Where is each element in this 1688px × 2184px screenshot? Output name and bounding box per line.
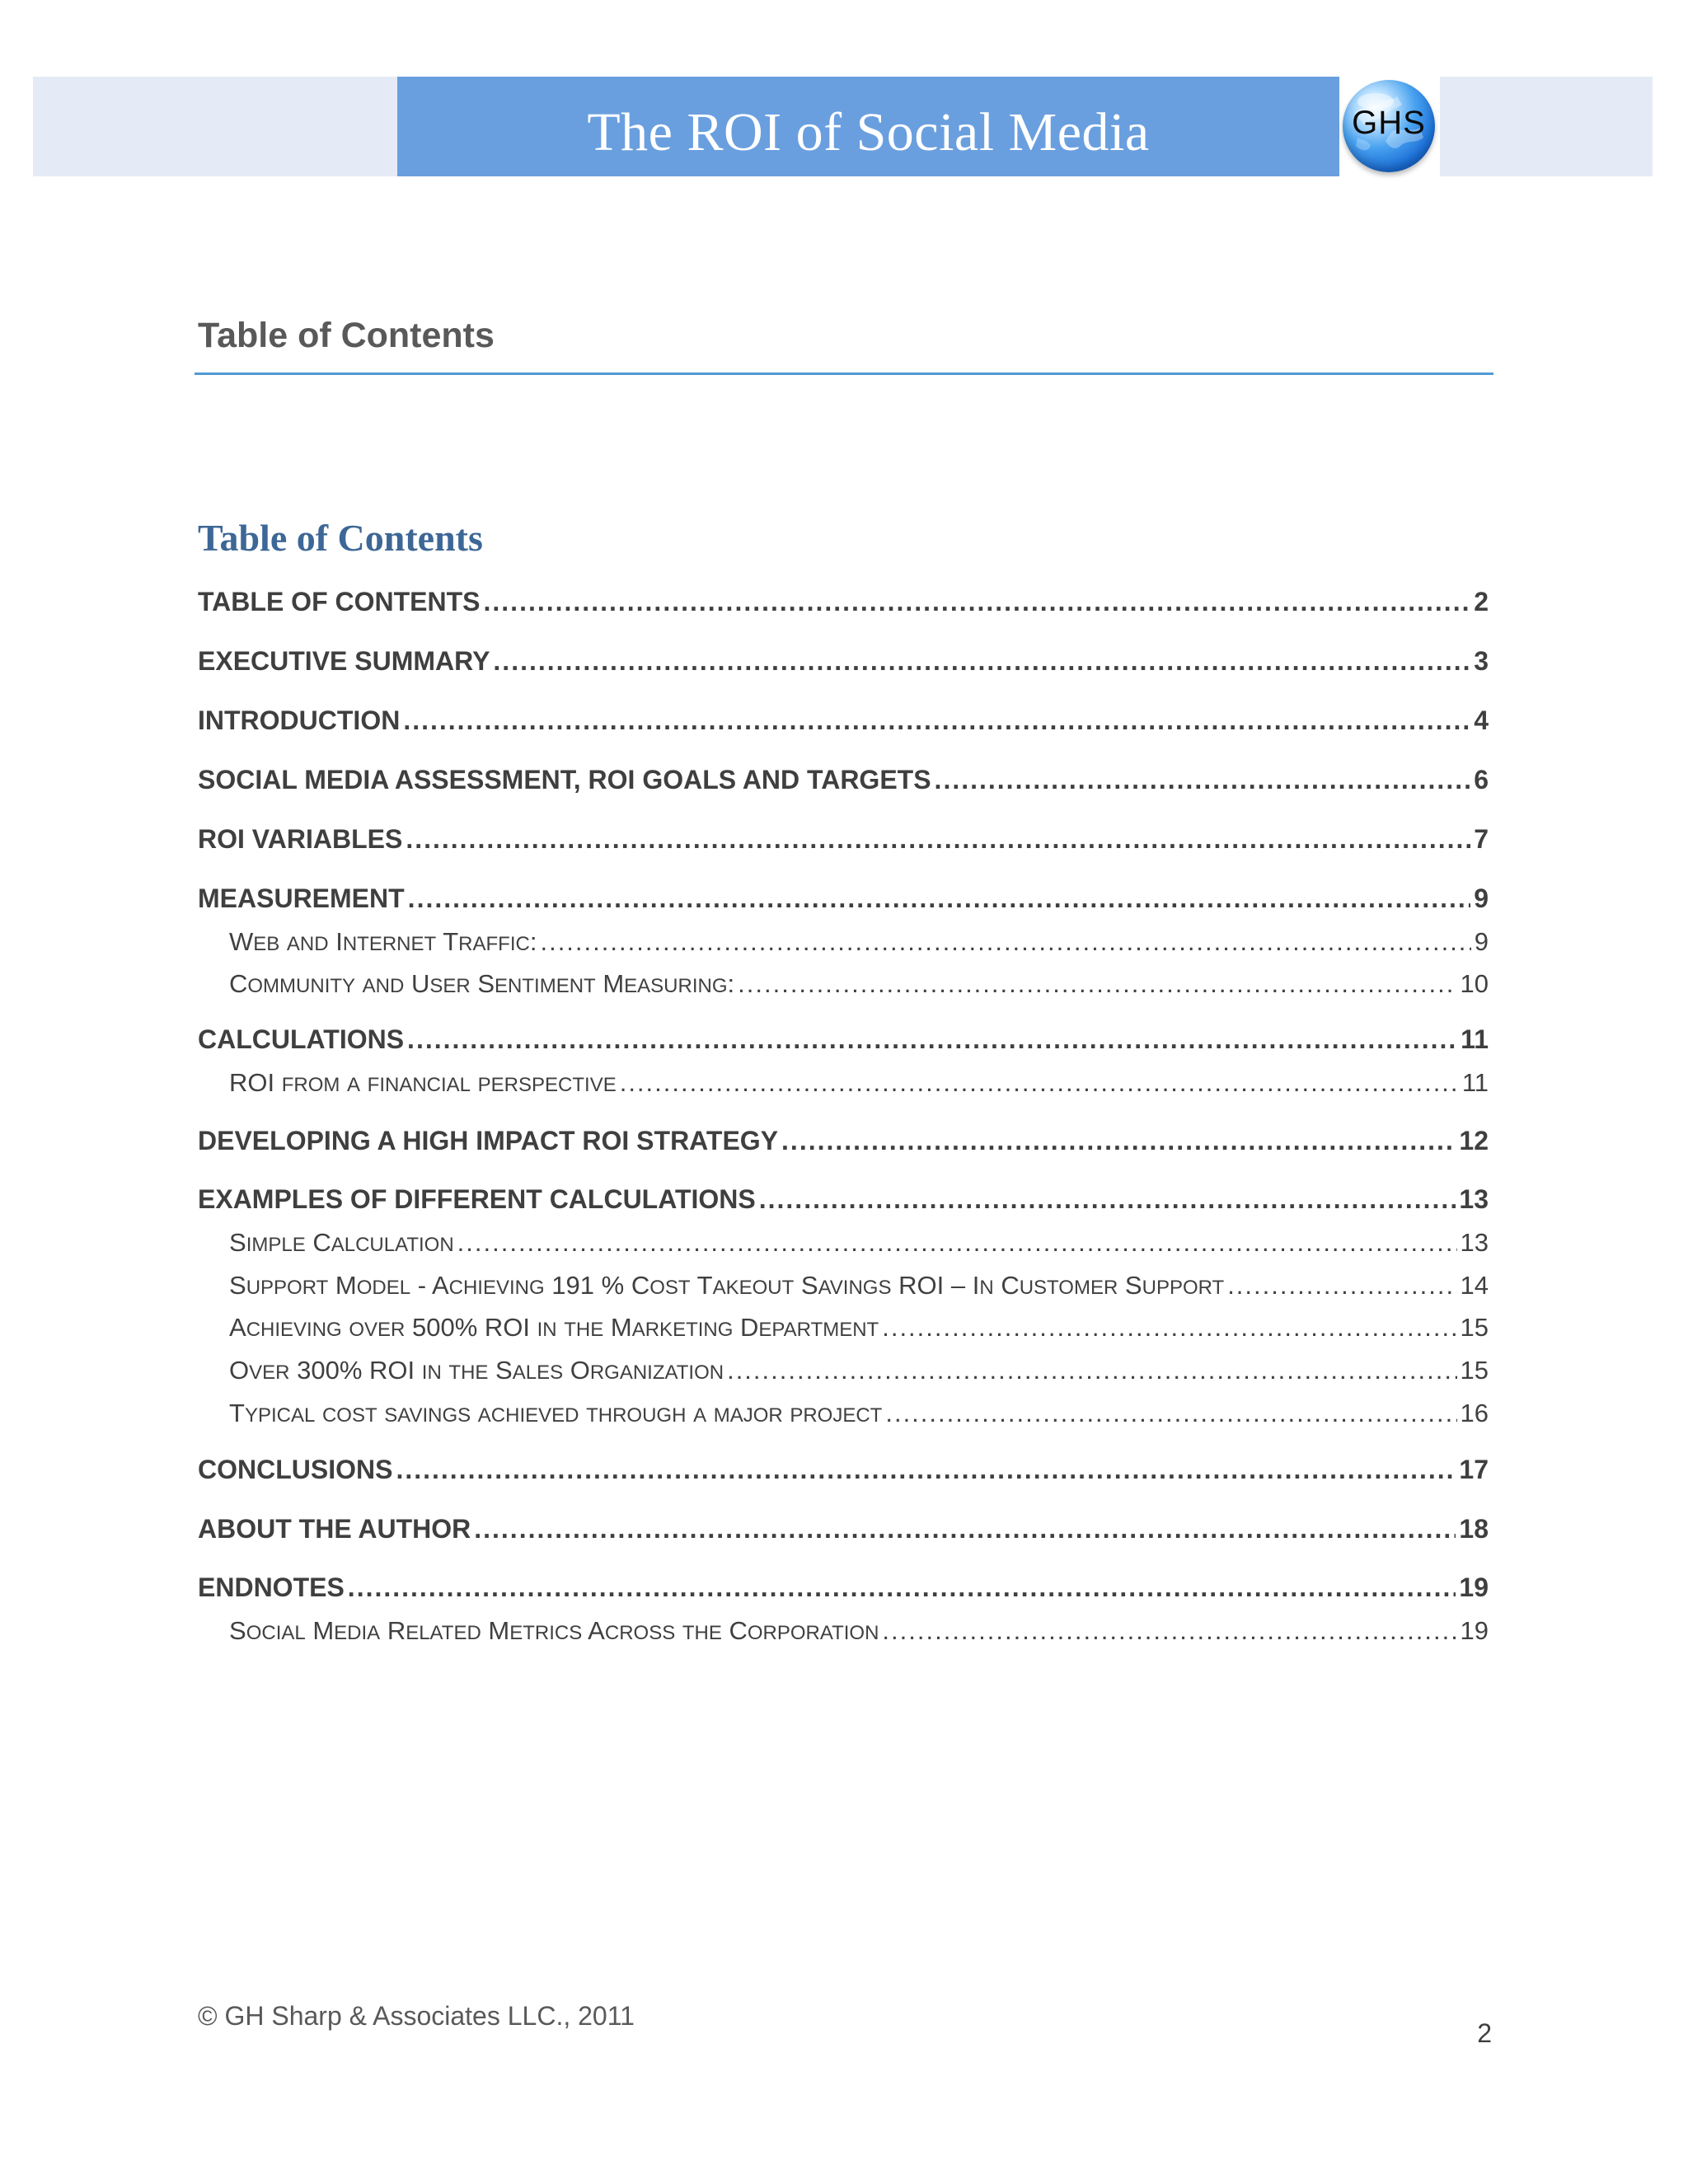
toc-entry-label: EXAMPLES OF DIFFERENT CALCULATIONS	[198, 1184, 756, 1214]
toc-entry-page: 9	[1474, 927, 1489, 956]
toc-entry-label: ROI VARIABLES	[198, 824, 403, 854]
toc-entry-page: 19	[1459, 1572, 1489, 1602]
toc-leader-dots	[885, 1399, 1456, 1428]
toc-leader-dots	[408, 883, 1471, 914]
toc-leader-dots	[457, 1228, 1457, 1258]
toc-entry-page: 19	[1460, 1616, 1489, 1645]
toc-entry-label: CONCLUSIONS	[198, 1455, 393, 1484]
heading-divider	[195, 373, 1493, 375]
toc-entry-label: ROI FROM A FINANCIAL PERSPECTIVE	[229, 1068, 617, 1097]
toc-leader-dots	[727, 1356, 1456, 1385]
toc-subentry[interactable]	[229, 927, 1489, 957]
toc-heading: Table of Contents	[198, 517, 483, 559]
toc-subentry[interactable]	[229, 1228, 1489, 1258]
toc-entry-label: COMMUNITY AND USER SENTIMENT MEASURING:	[229, 969, 735, 998]
toc-leader-dots	[348, 1572, 1456, 1603]
toc-subentry[interactable]	[229, 1616, 1489, 1646]
toc-leader-dots	[406, 824, 1470, 855]
toc-entry-label: TABLE OF CONTENTS	[198, 587, 481, 616]
toc-subentry[interactable]	[229, 969, 1489, 999]
toc-entry-label: ACHIEVING OVER 500% ROI IN THE MARKETING DEPARTMENT	[229, 1313, 879, 1342]
toc-entry-label: MEASUREMENT	[198, 883, 405, 913]
toc-leader-dots	[493, 646, 1470, 677]
toc-entry-page: 11	[1461, 1068, 1489, 1097]
toc-leader-dots	[540, 927, 1470, 957]
toc-leader-dots	[1227, 1271, 1456, 1301]
toc-entry-page: 18	[1459, 1514, 1489, 1544]
toc-leader-dots	[620, 1068, 1459, 1098]
logo-text: GHS	[1352, 105, 1426, 141]
toc-subentry[interactable]	[229, 1068, 1489, 1098]
toc-subentry[interactable]	[229, 1356, 1489, 1385]
toc-entry[interactable]	[198, 646, 1489, 677]
toc-entry-label: SUPPORT MODEL - ACHIEVING 191 % COST TAKEOUT SAVINGS ROI – IN CUSTOMER SUPPORT	[229, 1271, 1225, 1300]
toc-entry-label: DEVELOPING A HIGH IMPACT ROI STRATEGY	[198, 1126, 779, 1155]
toc-leader-dots	[882, 1616, 1456, 1646]
toc-leader-dots	[407, 1024, 1457, 1055]
toc-entry-page: 3	[1474, 646, 1489, 676]
globe-icon	[1343, 80, 1435, 172]
toc-entry-label: OVER 300% ROI IN THE SALES ORGANIZATION	[229, 1356, 724, 1385]
toc-entry-page: 15	[1460, 1313, 1489, 1342]
toc-entry-page: 7	[1474, 824, 1489, 854]
toc-leader-dots	[759, 1184, 1456, 1215]
toc-entry-page: 6	[1474, 765, 1489, 794]
header-title-box	[397, 77, 1339, 176]
toc-entry-page: 9	[1474, 883, 1489, 913]
toc-entry-page: 10	[1460, 969, 1489, 998]
toc-entry-label: TYPICAL COST SAVINGS ACHIEVED THROUGH A MAJOR PROJECT	[229, 1399, 883, 1427]
toc-entry[interactable]	[198, 765, 1489, 795]
toc-entry-page: 13	[1460, 1228, 1489, 1257]
toc-entry-page: 11	[1461, 1024, 1489, 1054]
logo	[1339, 77, 1440, 176]
toc-entry-label: WEB AND INTERNET TRAFFIC:	[229, 927, 537, 956]
toc-entry-label: SOCIAL MEDIA ASSESSMENT, ROI GOALS AND TARGETS	[198, 765, 931, 794]
page-title: Table of Contents	[198, 316, 495, 355]
toc-entry-page: 15	[1460, 1356, 1489, 1385]
toc-entry-label: ENDNOTES	[198, 1572, 345, 1602]
toc-leader-dots	[935, 765, 1471, 795]
toc-leader-dots	[403, 705, 1470, 736]
toc-entry[interactable]	[198, 824, 1489, 855]
toc-entry-label: INTRODUCTION	[198, 705, 401, 735]
toc-entry[interactable]	[198, 587, 1489, 617]
toc-entry-page: 12	[1459, 1126, 1489, 1155]
toc-entry[interactable]	[198, 1514, 1489, 1544]
toc-entry-page: 2	[1474, 587, 1489, 616]
toc-subentry[interactable]	[229, 1271, 1489, 1301]
toc-leader-dots	[474, 1514, 1456, 1544]
toc-leader-dots	[882, 1313, 1456, 1343]
toc-entry-label: SIMPLE CALCULATION	[229, 1228, 454, 1257]
toc-entry-label: EXECUTIVE SUMMARY	[198, 646, 490, 676]
toc-leader-dots	[396, 1455, 1456, 1485]
toc-leader-dots	[781, 1126, 1456, 1156]
toc-entry[interactable]	[198, 883, 1489, 914]
toc-entry[interactable]	[198, 1572, 1489, 1603]
toc-entry[interactable]	[198, 1024, 1489, 1055]
footer-copyright: © GH Sharp & Associates LLC., 2011	[198, 2001, 635, 2031]
toc-entry[interactable]	[198, 1184, 1489, 1215]
toc-entry-label: ABOUT THE AUTHOR	[198, 1514, 471, 1544]
toc-entry-label: SOCIAL MEDIA RELATED METRICS ACROSS THE CORPORATION	[229, 1616, 879, 1645]
toc-subentry[interactable]	[229, 1399, 1489, 1428]
toc-entry-page: 14	[1460, 1271, 1489, 1300]
document-title: The ROI of Social Media	[587, 101, 1150, 162]
toc-subentry[interactable]	[229, 1313, 1489, 1343]
toc-entry-page: 17	[1459, 1455, 1489, 1484]
toc-entry-page: 16	[1460, 1399, 1489, 1427]
toc-entry[interactable]	[198, 705, 1489, 736]
toc-entry[interactable]	[198, 1455, 1489, 1485]
page-number: 2	[1477, 2018, 1492, 2048]
toc-leader-dots	[484, 587, 1471, 617]
toc-entry[interactable]	[198, 1126, 1489, 1156]
toc-entry-page: 13	[1459, 1184, 1489, 1214]
toc-leader-dots	[738, 969, 1456, 999]
toc-entry-page: 4	[1474, 705, 1489, 735]
toc-entry-label: CALCULATIONS	[198, 1024, 405, 1054]
